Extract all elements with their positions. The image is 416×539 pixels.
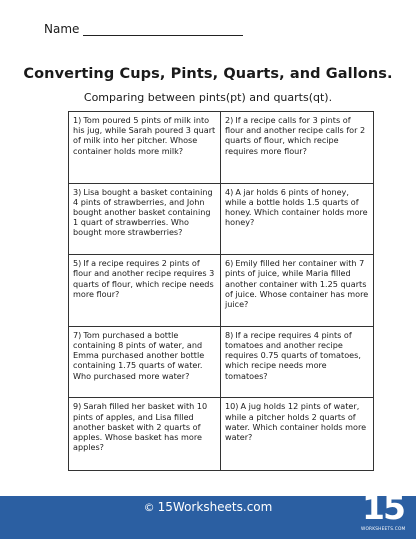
question-number: 5) bbox=[73, 258, 82, 269]
question-cell bbox=[69, 255, 221, 327]
logo-text: WORKSHEETS.COM bbox=[361, 527, 406, 532]
question-text: If a recipe requires 4 pints of tomatoes and another recipe requires 0.75 quarts of tomatoes, which recipe needs more tomatoes? bbox=[225, 329, 361, 381]
question-number: 9) bbox=[73, 401, 82, 412]
question-number: 6) bbox=[225, 258, 234, 269]
question-text: Lisa bought a basket containing 4 pints of strawberries, and John bought another basket containing 1 quart of strawberries. Who bought more strawberries? bbox=[73, 186, 213, 238]
logo-number: 15 bbox=[362, 488, 404, 527]
question-number: 7) bbox=[73, 329, 82, 340]
question-number: 2) bbox=[225, 115, 234, 125]
question-cell bbox=[221, 398, 373, 470]
question-number: 10) bbox=[225, 401, 239, 412]
question-text: If a recipe calls for 3 pints of flour and another recipe calls for 2 quarts of flour, which recipe requires more flour? bbox=[225, 115, 366, 156]
question-text: Tom purchased a bottle containing 8 pints of water, and Emma purchased another bottle containing 1.75 quarts of water. Who purchased more water? bbox=[73, 329, 205, 381]
question-text: Tom poured 5 pints of milk into his jug, while Sarah poured 3 quart of milk into her pitcher. Whose container holds more milk? bbox=[73, 115, 216, 156]
worksheet-subtitle: Comparing between pints(pt) and quarts(qt). bbox=[83, 91, 333, 104]
worksheet-title: Converting Cups, Pints, Quarts, and Gallons. bbox=[23, 66, 393, 82]
question-number: 4) bbox=[225, 186, 234, 197]
question-number: 8) bbox=[225, 329, 234, 340]
question-cell bbox=[69, 184, 221, 256]
footer-site-name: 15Worksheets.com bbox=[157, 500, 273, 514]
question-text: Sarah filled her basket with 10 pints of apples, and Lisa filled another basket with 2 quarts of apples. Whose basket has more apples? bbox=[73, 401, 208, 453]
question-number: 3) bbox=[73, 186, 82, 197]
question-text: A jar holds 6 pints of honey, while a bottle holds 1.5 quarts of honey. Which container holds more honey? bbox=[225, 186, 368, 228]
name-blank-line[interactable] bbox=[83, 24, 243, 36]
question-cell bbox=[69, 112, 221, 184]
question-text: Emily filled her container with 7 pints of juice, while Maria filled another container with 1.25 quarts of juice. Whose container has more juice? bbox=[225, 258, 369, 309]
question-cell bbox=[221, 184, 373, 256]
question-text: If a recipe requires 2 pints of flour and another recipe requires 3 quarts of flour, which recipe needs more flour? bbox=[73, 258, 215, 299]
question-cell bbox=[221, 255, 373, 327]
copyright-symbol: © bbox=[143, 501, 155, 514]
name-label: Name bbox=[44, 22, 80, 36]
question-cell bbox=[221, 327, 373, 399]
name-field bbox=[44, 22, 243, 36]
question-grid bbox=[68, 111, 374, 471]
question-cell bbox=[221, 112, 373, 184]
site-logo bbox=[361, 489, 405, 537]
question-number: 1) bbox=[73, 115, 82, 125]
question-text: A jug holds 12 pints of water, while a pitcher holds 2 quarts of water. Which container holds more water? bbox=[225, 401, 367, 442]
footer-site-link[interactable] bbox=[0, 500, 416, 514]
question-cell bbox=[69, 327, 221, 399]
question-cell bbox=[69, 398, 221, 470]
